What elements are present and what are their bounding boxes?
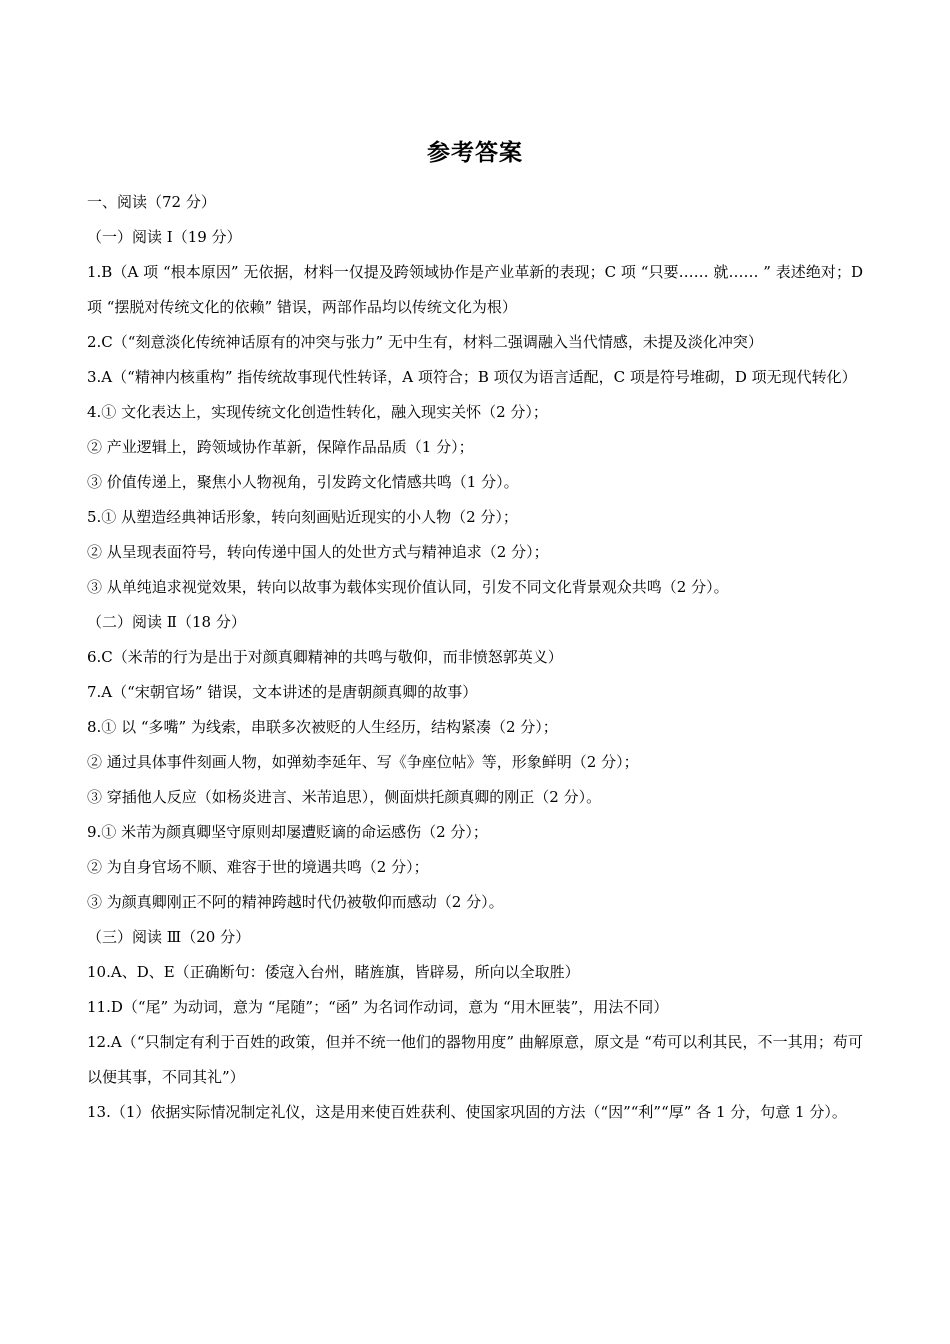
answer-point: ② 为自身官场不顺、难容于世的境遇共鸣（2 分）；: [87, 858, 429, 876]
section-heading: 一、阅读（72 分）: [87, 193, 216, 211]
answer-point: ③ 为颜真卿刚正不阿的精神跨越时代仍被敬仰而感动（2 分）。: [87, 893, 504, 911]
answer-point: ② 产业逻辑上，跨领域协作革新，保障作品品质（1 分）；: [87, 438, 474, 456]
subsection-heading: （二）阅读 Ⅱ（18 分）: [87, 613, 246, 631]
answer-item: 12.A（“只制定有利于百姓的政策，但并不统一他们的器物用度” 曲解原意，原文是 “苟可以利其民，不一其用；苟可以便其事，不同其礼”）: [87, 1033, 863, 1086]
page-title: 参考答案: [427, 139, 523, 166]
answer-item: 8.① 以 “多嘴” 为线索，串联多次被贬的人生经历，结构紧凑（2 分）；: [87, 718, 558, 736]
answer-point: ③ 从单纯追求视觉效果，转向以故事为载体实现价值认同，引发不同文化背景观众共鸣（2 分）。: [87, 578, 729, 596]
answer-item: 4.① 文化表达上，实现传统文化创造性转化，融入现实关怀（2 分）；: [87, 403, 548, 421]
answer-item: 2.C（“刻意淡化传统神话原有的冲突与张力” 无中生有，材料二强调融入当代情感，未提及淡化冲突）: [87, 333, 763, 351]
answer-item: 7.A（“宋朝官场” 错误，文本讲述的是唐朝颜真卿的故事）: [87, 683, 478, 701]
answer-point: ② 从呈现表面符号，转向传递中国人的处世方式与精神追求（2 分）；: [87, 543, 549, 561]
answer-item: 9.① 米芾为颜真卿坚守原则却屡遭贬谪的命运感伤（2 分）；: [87, 823, 488, 841]
answer-item: 11.D（“尾” 为动词，意为 “尾随”；“函” 为名词作动词，意为 “用木匣装”，用法不同）: [87, 998, 669, 1016]
answer-point: ② 通过具体事件刻画人物，如弹劾李延年、写《争座位帖》等，形象鲜明（2 分）；: [87, 753, 639, 771]
answer-body: [87, 185, 863, 1130]
subsection-heading: （一）阅读 Ⅰ（19 分）: [87, 228, 242, 246]
answer-point: ③ 价值传递上，聚焦小人物视角，引发跨文化情感共鸣（1 分）。: [87, 473, 519, 491]
answer-item: 10.A、D、E（正确断句：倭寇入台州，睹旌旗，皆辟易，所向以全取胜）: [87, 963, 580, 981]
subsection-heading: （三）阅读 Ⅲ（20 分）: [87, 928, 251, 946]
answer-item: 1.B（A 项 “根本原因” 无依据，材料一仅提及跨领域协作是产业革新的表现；C 项 “只要…… 就…… ” 表述绝对；D 项 “摆脱对传统文化的依赖” 错误，两部作品均以传统文化为根）: [87, 263, 863, 316]
answer-item: 13.（1）依据实际情况制定礼仪，这是用来使百姓获利、使国家巩固的方法（“因”“利”“厚” 各 1 分，句意 1 分）。: [87, 1103, 847, 1121]
answer-item: 5.① 从塑造经典神话形象，转向刻画贴近现实的小人物（2 分）；: [87, 508, 518, 526]
answer-item: 6.C（米芾的行为是出于对颜真卿精神的共鸣与敬仰，而非愤怒郭英义）: [87, 648, 563, 666]
answer-point: ③ 穿插他人反应（如杨炎进言、米芾追思），侧面烘托颜真卿的刚正（2 分）。: [87, 788, 602, 806]
answer-item: 3.A（“精神内核重构” 指传统故事现代性转译，A 项符合；B 项仅为语言适配，C 项是符号堆砌，D 项无现代转化）: [87, 368, 857, 386]
